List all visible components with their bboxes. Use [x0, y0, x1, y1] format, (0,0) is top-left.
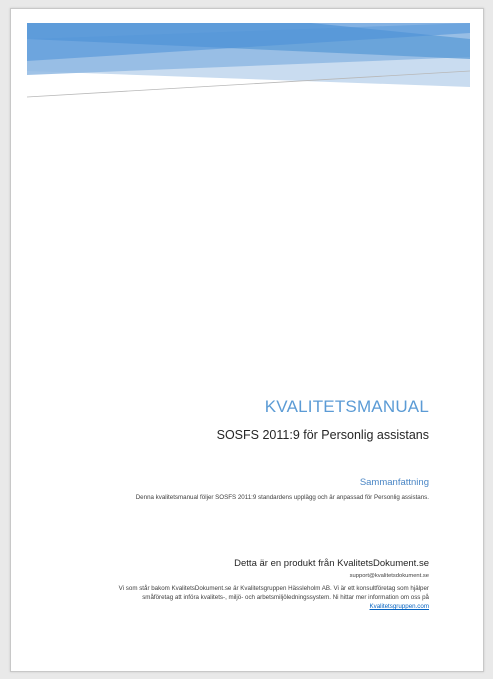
product-line: Detta är en produkt från KvalitetsDokument.se	[234, 558, 429, 569]
document-page	[10, 8, 484, 672]
about-paragraph	[109, 584, 429, 611]
abstract-text: Denna kvalitetsmanual följer SOSFS 2011:9 standardens upplägg och är anpassad för Personlig assistans.	[135, 494, 429, 501]
support-email: support@kvalitetsdokument.se	[349, 573, 429, 579]
about-text: Vi som står bakom KvalitetsDokument.se är Kvalitetsgruppen Hässleholm AB. Vi är ett konsultföretag som hjälper småföretag att införa kvalitets-, miljö- och arbetsmiljöledningssystem. Ni hittar mer information om oss på	[118, 585, 429, 601]
cover-banner-graphic	[11, 9, 483, 109]
abstract-heading: Sammanfattning	[359, 477, 429, 488]
document-title: KVALITETSMANUAL	[264, 397, 429, 416]
document-subtitle: SOSFS 2011:9 för Personlig assistans	[216, 428, 429, 442]
about-link[interactable]: Kvalitetsgruppen.com	[369, 603, 429, 610]
